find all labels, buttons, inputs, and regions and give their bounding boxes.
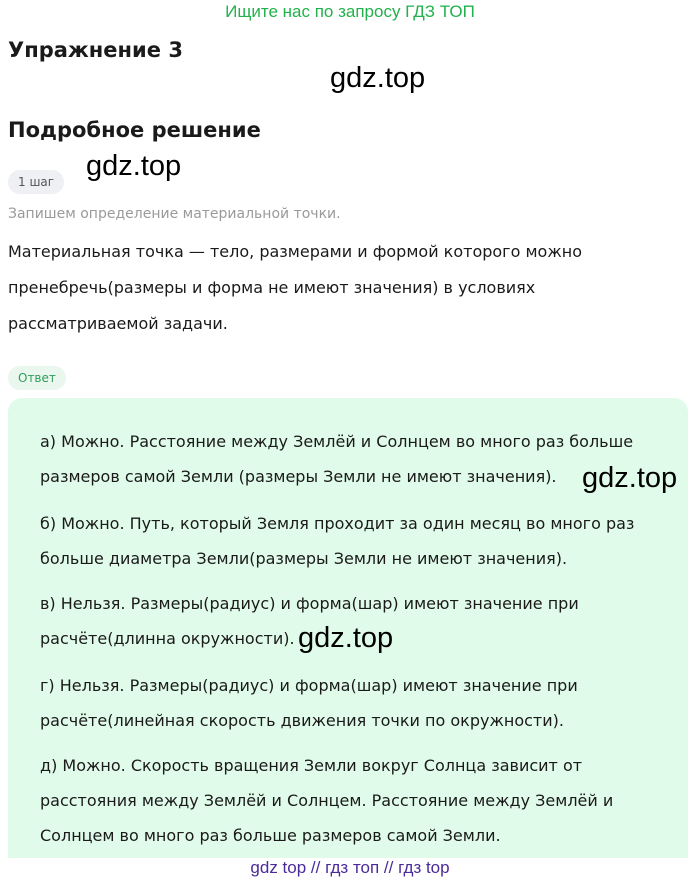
watermark: gdz.top xyxy=(298,622,394,654)
answer-item-g: г) Нельзя. Размеры(радиус) и форма(шар) имеют значение при расчёте(линейная скорость движения точки по окружности). xyxy=(40,676,578,730)
definition-text: Материальная точка — тело, размерами и формой которого можно пренебречь(размеры и форма не имеют значения) в условиях рассматриваемой задачи. xyxy=(8,242,582,333)
answer-item-v: в) Нельзя. Размеры(радиус) и форма(шар) имеют значение при расчёте(длинна окружности). xyxy=(40,594,579,648)
step-hint: Запишем определение материальной точки. xyxy=(8,206,341,222)
search-banner: Ищите нас по запросу ГДЗ ТОП xyxy=(225,2,475,21)
section-title: Подробное решение xyxy=(8,118,261,142)
answer-item-b: б) Можно. Путь, который Земля проходит за один месяц во много раз больше диаметра Земли(размеры Земли не имеют значения). xyxy=(40,514,635,568)
footer-links: gdz top // гдз топ // гдз top xyxy=(250,858,450,877)
watermark: gdz.top xyxy=(330,62,426,94)
answer-item-d: д) Можно. Скорость вращения Земли вокруг Солнца зависит от расстояния между Землёй и Солнцем. Расстояние между Землёй и Солнцем во много раз больше размеров самой Земли. xyxy=(40,756,614,845)
answer-item-a: а) Можно. Расстояние между Землёй и Солнцем во много раз больше размеров самой Земли (размеры Земли не имеют значения). xyxy=(40,432,634,486)
watermark: gdz.top xyxy=(582,462,678,494)
exercise-title: Упражнение 3 xyxy=(8,38,183,62)
step-badge: 1 шаг xyxy=(8,170,64,194)
watermark: gdz.top xyxy=(86,150,182,182)
answer-badge: Ответ xyxy=(8,366,66,390)
